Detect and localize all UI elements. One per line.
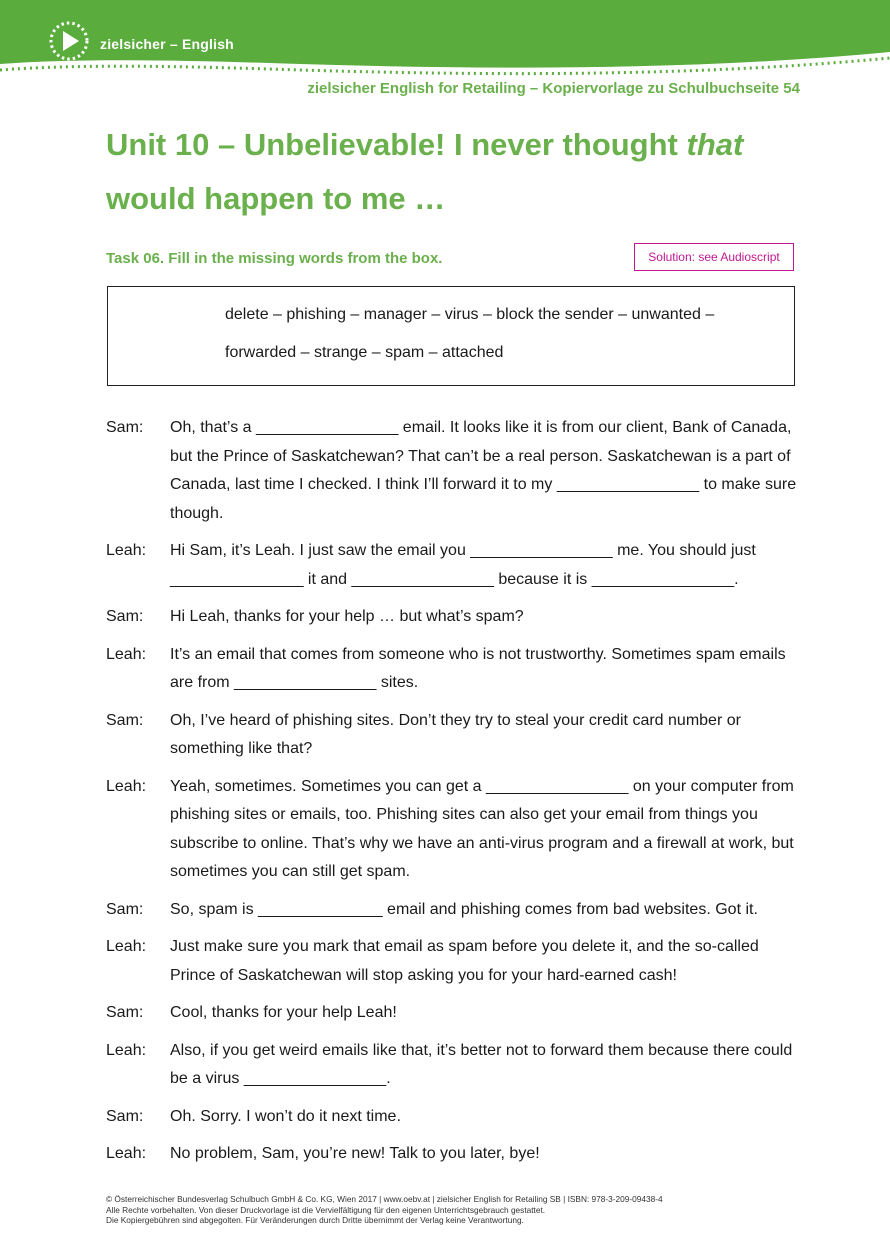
speaker: Sam: bbox=[106, 1107, 144, 1125]
speech-text: Cool, thanks for your help Leah! bbox=[170, 1004, 397, 1021]
dialogue-turn bbox=[106, 414, 806, 528]
speaker: Leah: bbox=[106, 1145, 147, 1162]
title-part1: Unit 10 – Unbelievable! I never thought bbox=[106, 127, 687, 162]
dialogue-turn bbox=[106, 1140, 806, 1169]
speaker: Sam: bbox=[106, 900, 144, 918]
dialogue-turn bbox=[106, 1037, 806, 1094]
brand-name: zielsicher – English bbox=[100, 35, 234, 52]
page-title bbox=[106, 118, 826, 226]
dialogue-turn bbox=[106, 773, 806, 887]
speech-text: No problem, Sam, you’re new! Talk to you later, bye! bbox=[170, 1145, 540, 1162]
speaker: Sam: bbox=[106, 419, 144, 436]
speech-text: Just make sure you mark that email as spam before you delete it, and the so-called Prince of Saskatchewan will stop asking you for your hard-earned cash! bbox=[170, 938, 759, 984]
dialogue bbox=[106, 414, 806, 1178]
speaker: Leah: bbox=[106, 542, 147, 559]
speech-text: Yeah, sometimes. Sometimes you can get a ________________ on your computer from phishing sites or emails, too. Phishing sites can also get your email from things you subscribe to online. That’s why we have an anti-virus program and a firewall at work, but sometimes you can still get spam. bbox=[170, 777, 794, 880]
dialogue-turn bbox=[106, 933, 806, 990]
word-box-line-2: forwarded – strange – spam – attached bbox=[225, 344, 504, 361]
speaker: Sam: bbox=[106, 711, 144, 729]
speaker: Leah: bbox=[106, 938, 147, 955]
dialogue-turn bbox=[106, 641, 806, 698]
speaker: Leah: bbox=[106, 1041, 147, 1059]
speech-text: It’s an email that comes from someone who is not trustworthy. Sometimes spam emails are from ________________ sites. bbox=[170, 645, 786, 691]
task-instruction: Task 06. Fill in the missing words from the box. bbox=[106, 250, 443, 267]
dialogue-turn bbox=[106, 1103, 806, 1132]
word-box bbox=[107, 286, 795, 386]
dialogue-turn bbox=[106, 707, 806, 764]
dialogue-turn bbox=[106, 537, 806, 594]
title-part2: would happen to me … bbox=[106, 181, 446, 216]
dialogue-turn bbox=[106, 999, 806, 1028]
speaker: Leah: bbox=[106, 645, 147, 663]
solution-note: Solution: see Audioscript bbox=[634, 243, 794, 271]
play-icon bbox=[48, 20, 90, 67]
dialogue-turn bbox=[106, 896, 806, 925]
speech-text: Oh, I’ve heard of phishing sites. Don’t they try to steal your credit card number or something like that? bbox=[170, 711, 741, 757]
speaker: Sam: bbox=[106, 608, 144, 625]
speech-text: Oh. Sorry. I won’t do it next time. bbox=[170, 1107, 401, 1125]
page-subtitle: zielsicher English for Retailing – Kopiervorlage zu Schulbuchseite 54 bbox=[307, 80, 800, 97]
speech-text: Also, if you get weird emails like that, it’s better not to forward them because there could be a virus ________________. bbox=[170, 1041, 793, 1087]
footer-line-3: Die Kopiergebühren sind abgegolten. Für Veränderungen durch Dritte übernimmt der Verlag keine Verantwortung. bbox=[106, 1215, 524, 1225]
copyright-footer bbox=[106, 1194, 663, 1226]
brand-logo bbox=[48, 20, 234, 67]
speech-text: So, spam is ______________ email and phishing comes from bad websites. Got it. bbox=[170, 900, 758, 918]
speech-text: Hi Sam, it’s Leah. I just saw the email you ________________ me. You should just _______________ it and ________________ because it is ________________. bbox=[170, 542, 756, 588]
footer-line-2: Alle Rechte vorbehalten. Von dieser Druckvorlage ist die Vervielfältigung für den eigenen Unterrichtsgebrauch gestattet. bbox=[106, 1204, 546, 1215]
word-box-line-1: delete – phishing – manager – virus – block the sender – unwanted – bbox=[225, 306, 715, 323]
title-emphasis: that bbox=[686, 127, 744, 162]
dialogue-turn bbox=[106, 603, 806, 632]
speech-text: Oh, that’s a ________________ email. It looks like it is from our client, Bank of Canada, but the Prince of Saskatchewan? That can’t be a real person. Saskatchewan is a part of Canada, last time I checked. I think I’ll forward it to my ________________ to make sure though. bbox=[170, 419, 797, 522]
footer-line-1: © Österreichischer Bundesverlag Schulbuch GmbH & Co. KG, Wien 2017 | www.oebv.at | zielsicher English for Retailing SB | ISBN: 978-3-209-09438-4 bbox=[106, 1194, 663, 1204]
speaker: Sam: bbox=[106, 1004, 144, 1021]
speaker: Leah: bbox=[106, 777, 147, 795]
speech-text: Hi Leah, thanks for your help … but what’s spam? bbox=[170, 608, 524, 625]
